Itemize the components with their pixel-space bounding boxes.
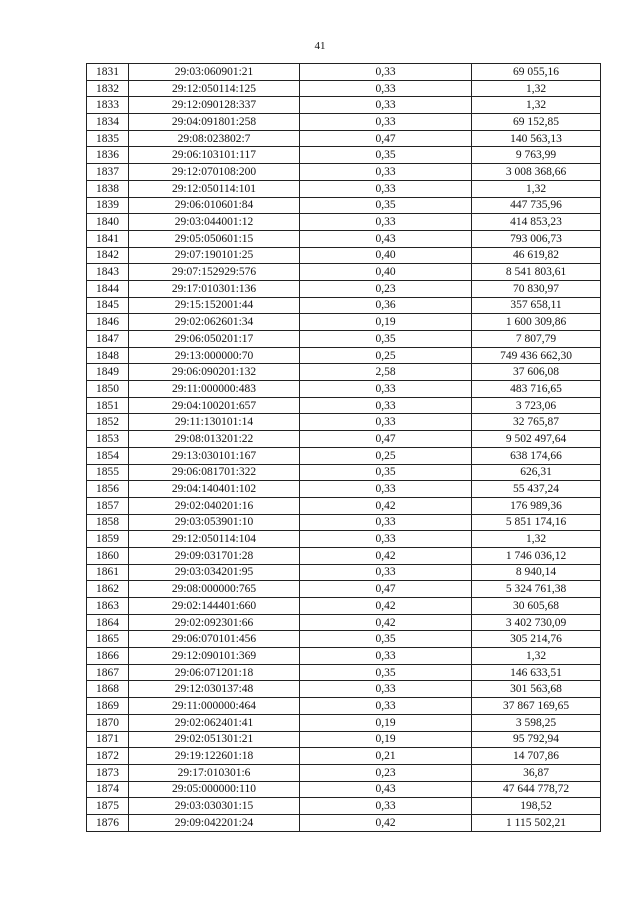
table-row (87, 514, 601, 531)
row-number-cell: 1870 (87, 714, 129, 731)
table-row (87, 197, 601, 214)
rate-cell: 0,33 (300, 80, 472, 97)
cadastral-number-cell: 29:06:050201:17 (129, 331, 300, 348)
row-number-cell: 1854 (87, 447, 129, 464)
cadastral-number-cell: 29:04:100201:657 (129, 397, 300, 414)
table-row (87, 714, 601, 731)
rate-cell: 0,33 (300, 97, 472, 114)
rate-cell: 0,47 (300, 130, 472, 147)
cadastral-number-cell: 29:06:090201:132 (129, 364, 300, 381)
cadastral-number-cell: 29:08:023802:7 (129, 130, 300, 147)
table-row (87, 481, 601, 498)
cadastral-number-cell: 29:03:030301:15 (129, 798, 300, 815)
rate-cell: 0,43 (300, 230, 472, 247)
row-number-cell: 1856 (87, 481, 129, 498)
cadastral-number-cell: 29:05:050601:15 (129, 230, 300, 247)
amount-cell: 146 633,51 (472, 664, 601, 681)
row-number-cell: 1859 (87, 531, 129, 548)
amount-cell: 1,32 (472, 648, 601, 665)
table-row (87, 547, 601, 564)
amount-cell: 8 940,14 (472, 564, 601, 581)
amount-cell: 176 989,36 (472, 497, 601, 514)
rate-cell: 0,33 (300, 397, 472, 414)
row-number-cell: 1857 (87, 497, 129, 514)
row-number-cell: 1839 (87, 197, 129, 214)
row-number-cell: 1837 (87, 164, 129, 181)
rate-cell: 0,33 (300, 681, 472, 698)
amount-cell: 3 723,06 (472, 397, 601, 414)
rate-cell: 0,33 (300, 798, 472, 815)
cadastral-number-cell: 29:09:031701:28 (129, 547, 300, 564)
cadastral-number-cell: 29:12:070108:200 (129, 164, 300, 181)
cadastral-number-cell: 29:12:050114:125 (129, 80, 300, 97)
table-row (87, 497, 601, 514)
amount-cell: 3 598,25 (472, 714, 601, 731)
row-number-cell: 1838 (87, 180, 129, 197)
row-number-cell: 1841 (87, 230, 129, 247)
cadastral-number-cell: 29:02:092301:66 (129, 614, 300, 631)
row-number-cell: 1835 (87, 130, 129, 147)
row-number-cell: 1875 (87, 798, 129, 815)
row-number-cell: 1862 (87, 581, 129, 598)
amount-cell: 9 763,99 (472, 147, 601, 164)
row-number-cell: 1863 (87, 598, 129, 615)
amount-cell: 32 765,87 (472, 414, 601, 431)
table-row (87, 681, 601, 698)
amount-cell: 55 437,24 (472, 481, 601, 498)
table-row (87, 264, 601, 281)
row-number-cell: 1849 (87, 364, 129, 381)
amount-cell: 447 735,96 (472, 197, 601, 214)
table-row (87, 247, 601, 264)
table-row (87, 414, 601, 431)
cadastral-number-cell: 29:06:081701:322 (129, 464, 300, 481)
amount-cell: 95 792,94 (472, 731, 601, 748)
cadastral-number-cell: 29:17:010301:6 (129, 764, 300, 781)
table-row (87, 648, 601, 665)
row-number-cell: 1869 (87, 698, 129, 715)
amount-cell: 1 115 502,21 (472, 814, 601, 831)
amount-cell: 9 502 497,64 (472, 431, 601, 448)
rate-cell: 0,33 (300, 698, 472, 715)
amount-cell: 47 644 778,72 (472, 781, 601, 798)
cadastral-number-cell: 29:11:000000:483 (129, 381, 300, 398)
cadastral-number-cell: 29:13:000000:70 (129, 347, 300, 364)
page-number: 41 (314, 40, 326, 52)
amount-cell: 1,32 (472, 180, 601, 197)
rate-cell: 0,42 (300, 598, 472, 615)
rate-cell: 0,35 (300, 197, 472, 214)
cadastral-number-cell: 29:03:034201:95 (129, 564, 300, 581)
row-number-cell: 1872 (87, 748, 129, 765)
rate-cell: 0,42 (300, 547, 472, 564)
table-row (87, 814, 601, 831)
cadastral-number-cell: 29:05:000000:110 (129, 781, 300, 798)
rate-cell: 0,33 (300, 114, 472, 131)
cadastral-number-cell: 29:02:062601:34 (129, 314, 300, 331)
amount-cell: 70 830,97 (472, 280, 601, 297)
row-number-cell: 1843 (87, 264, 129, 281)
cadastral-number-cell: 29:15:152001:44 (129, 297, 300, 314)
amount-cell: 69 055,16 (472, 64, 601, 81)
amount-cell: 626,31 (472, 464, 601, 481)
table-row (87, 764, 601, 781)
cadastral-number-cell: 29:06:103101:117 (129, 147, 300, 164)
cadastral-number-cell: 29:06:010601:84 (129, 197, 300, 214)
amount-cell: 8 541 803,61 (472, 264, 601, 281)
rate-cell: 0,35 (300, 464, 472, 481)
rate-cell: 0,33 (300, 531, 472, 548)
cadastral-number-cell: 29:12:030137:48 (129, 681, 300, 698)
rate-cell: 0,25 (300, 347, 472, 364)
cadastral-number-cell: 29:08:000000:765 (129, 581, 300, 598)
row-number-cell: 1858 (87, 514, 129, 531)
cadastral-number-cell: 29:12:090101:369 (129, 648, 300, 665)
rate-cell: 0,33 (300, 481, 472, 498)
rate-cell: 0,47 (300, 431, 472, 448)
table-row (87, 297, 601, 314)
row-number-cell: 1836 (87, 147, 129, 164)
rate-cell: 0,42 (300, 614, 472, 631)
rate-cell: 0,25 (300, 447, 472, 464)
amount-cell: 1,32 (472, 97, 601, 114)
rate-cell: 0,35 (300, 147, 472, 164)
table-row (87, 464, 601, 481)
row-number-cell: 1848 (87, 347, 129, 364)
cadastral-number-cell: 29:06:070101:456 (129, 631, 300, 648)
amount-cell: 5 324 761,38 (472, 581, 601, 598)
rate-cell: 0,43 (300, 781, 472, 798)
rate-cell: 0,36 (300, 297, 472, 314)
row-number-cell: 1840 (87, 214, 129, 231)
row-number-cell: 1861 (87, 564, 129, 581)
cadastral-number-cell: 29:12:090128:337 (129, 97, 300, 114)
amount-cell: 483 716,65 (472, 381, 601, 398)
data-table (86, 63, 601, 832)
row-number-cell: 1874 (87, 781, 129, 798)
amount-cell: 14 707,86 (472, 748, 601, 765)
row-number-cell: 1845 (87, 297, 129, 314)
amount-cell: 198,52 (472, 798, 601, 815)
amount-cell: 5 851 174,16 (472, 514, 601, 531)
row-number-cell: 1871 (87, 731, 129, 748)
table-row (87, 698, 601, 715)
cadastral-number-cell: 29:04:091801:258 (129, 114, 300, 131)
table-row (87, 748, 601, 765)
amount-cell: 749 436 662,30 (472, 347, 601, 364)
rate-cell: 0,42 (300, 497, 472, 514)
rate-cell: 0,33 (300, 514, 472, 531)
rate-cell: 0,19 (300, 714, 472, 731)
rate-cell: 0,33 (300, 64, 472, 81)
cadastral-number-cell: 29:02:040201:16 (129, 497, 300, 514)
rate-cell: 0,33 (300, 214, 472, 231)
table-row (87, 381, 601, 398)
row-number-cell: 1851 (87, 397, 129, 414)
amount-cell: 37 867 169,65 (472, 698, 601, 715)
table-row (87, 397, 601, 414)
amount-cell: 36,87 (472, 764, 601, 781)
table-row (87, 581, 601, 598)
row-number-cell: 1867 (87, 664, 129, 681)
amount-cell: 638 174,66 (472, 447, 601, 464)
amount-cell: 30 605,68 (472, 598, 601, 615)
table-row (87, 164, 601, 181)
table-row (87, 431, 601, 448)
cadastral-number-cell: 29:04:140401:102 (129, 481, 300, 498)
rate-cell: 0,33 (300, 564, 472, 581)
cadastral-number-cell: 29:17:010301:136 (129, 280, 300, 297)
amount-cell: 140 563,13 (472, 130, 601, 147)
amount-cell: 301 563,68 (472, 681, 601, 698)
rate-cell: 0,33 (300, 164, 472, 181)
rate-cell: 0,19 (300, 314, 472, 331)
amount-cell: 1,32 (472, 531, 601, 548)
row-number-cell: 1860 (87, 547, 129, 564)
amount-cell: 793 006,73 (472, 230, 601, 247)
amount-cell: 1,32 (472, 80, 601, 97)
cadastral-number-cell: 29:08:013201:22 (129, 431, 300, 448)
row-number-cell: 1833 (87, 97, 129, 114)
rate-cell: 0,33 (300, 648, 472, 665)
cadastral-number-cell: 29:12:050114:104 (129, 531, 300, 548)
table-row (87, 798, 601, 815)
rate-cell: 0,23 (300, 280, 472, 297)
amount-cell: 46 619,82 (472, 247, 601, 264)
amount-cell: 1 600 309,86 (472, 314, 601, 331)
table-row (87, 147, 601, 164)
cadastral-number-cell: 29:03:053901:10 (129, 514, 300, 531)
row-number-cell: 1868 (87, 681, 129, 698)
table-row (87, 97, 601, 114)
cadastral-number-cell: 29:11:130101:14 (129, 414, 300, 431)
table-row (87, 364, 601, 381)
table-row (87, 447, 601, 464)
row-number-cell: 1865 (87, 631, 129, 648)
cadastral-number-cell: 29:03:060901:21 (129, 64, 300, 81)
cadastral-number-cell: 29:13:030101:167 (129, 447, 300, 464)
amount-cell: 7 807,79 (472, 331, 601, 348)
cadastral-number-cell: 29:07:190101:25 (129, 247, 300, 264)
rate-cell: 0,35 (300, 631, 472, 648)
row-number-cell: 1844 (87, 280, 129, 297)
table-row (87, 564, 601, 581)
table-row (87, 314, 601, 331)
cadastral-number-cell: 29:07:152929:576 (129, 264, 300, 281)
row-number-cell: 1846 (87, 314, 129, 331)
table-row (87, 180, 601, 197)
rate-cell: 0,35 (300, 664, 472, 681)
row-number-cell: 1864 (87, 614, 129, 631)
amount-cell: 414 853,23 (472, 214, 601, 231)
table-row (87, 214, 601, 231)
table-row (87, 280, 601, 297)
amount-cell: 69 152,85 (472, 114, 601, 131)
rate-cell: 0,42 (300, 814, 472, 831)
rate-cell: 0,19 (300, 731, 472, 748)
table-row (87, 664, 601, 681)
rate-cell: 2,58 (300, 364, 472, 381)
rate-cell: 0,47 (300, 581, 472, 598)
table-row (87, 781, 601, 798)
row-number-cell: 1853 (87, 431, 129, 448)
row-number-cell: 1832 (87, 80, 129, 97)
rate-cell: 0,33 (300, 414, 472, 431)
row-number-cell: 1834 (87, 114, 129, 131)
cadastral-number-cell: 29:02:062401:41 (129, 714, 300, 731)
row-number-cell: 1876 (87, 814, 129, 831)
rate-cell: 0,33 (300, 381, 472, 398)
amount-cell: 37 606,08 (472, 364, 601, 381)
table-row (87, 631, 601, 648)
table-row (87, 614, 601, 631)
amount-cell: 3 402 730,09 (472, 614, 601, 631)
table-row (87, 130, 601, 147)
row-number-cell: 1873 (87, 764, 129, 781)
table-row (87, 230, 601, 247)
row-number-cell: 1850 (87, 381, 129, 398)
amount-cell: 357 658,11 (472, 297, 601, 314)
row-number-cell: 1847 (87, 331, 129, 348)
amount-cell: 3 008 368,66 (472, 164, 601, 181)
row-number-cell: 1866 (87, 648, 129, 665)
rate-cell: 0,40 (300, 247, 472, 264)
table-row (87, 80, 601, 97)
cadastral-number-cell: 29:06:071201:18 (129, 664, 300, 681)
rate-cell: 0,23 (300, 764, 472, 781)
cadastral-number-cell: 29:02:051301:21 (129, 731, 300, 748)
cadastral-number-cell: 29:02:144401:660 (129, 598, 300, 615)
rate-cell: 0,35 (300, 331, 472, 348)
cadastral-number-cell: 29:09:042201:24 (129, 814, 300, 831)
table-row (87, 531, 601, 548)
row-number-cell: 1855 (87, 464, 129, 481)
rate-cell: 0,40 (300, 264, 472, 281)
row-number-cell: 1842 (87, 247, 129, 264)
cadastral-number-cell: 29:19:122601:18 (129, 748, 300, 765)
cadastral-number-cell: 29:11:000000:464 (129, 698, 300, 715)
rate-cell: 0,33 (300, 180, 472, 197)
rate-cell: 0,21 (300, 748, 472, 765)
row-number-cell: 1831 (87, 64, 129, 81)
table-row (87, 731, 601, 748)
table-row (87, 331, 601, 348)
table-row (87, 114, 601, 131)
row-number-cell: 1852 (87, 414, 129, 431)
amount-cell: 1 746 036,12 (472, 547, 601, 564)
table-row (87, 64, 601, 81)
amount-cell: 305 214,76 (472, 631, 601, 648)
table-row (87, 598, 601, 615)
cadastral-number-cell: 29:12:050114:101 (129, 180, 300, 197)
table-row (87, 347, 601, 364)
cadastral-number-cell: 29:03:044001:12 (129, 214, 300, 231)
table-body (87, 64, 601, 832)
